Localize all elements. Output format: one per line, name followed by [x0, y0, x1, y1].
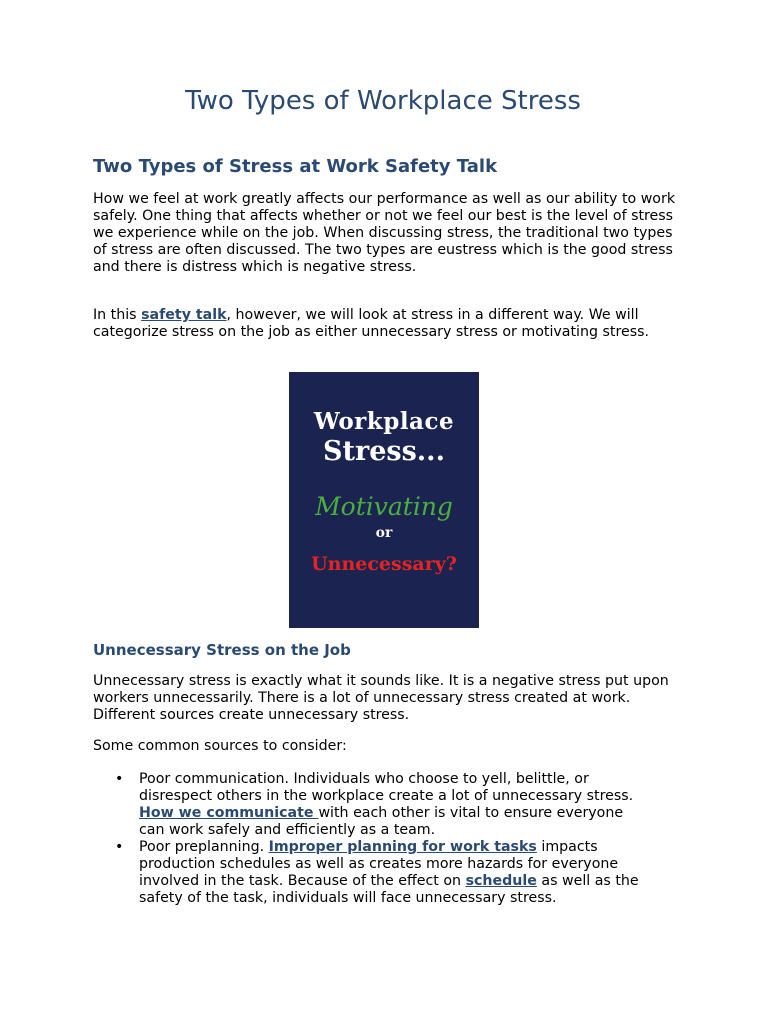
paragraph-text: , however, we will look at stress in a different way. We will categorize stress on the job as either unnecessary stress or motivating stress.: [93, 307, 650, 340]
list-item-text: Poor preplanning.: [139, 839, 269, 855]
safety-talk-link[interactable]: safety talk: [141, 307, 227, 323]
bullet-icon: •: [115, 771, 124, 787]
intro-paragraph: How we feel at work greatly affects our performance as well as our ability to work safely. One thing that affects whether or not we feel our best is the level of stress we experience while on the job. When discussing stress, the traditional two types of stress are often discussed. The two types are eustress which is the good stress and there is distress which is negative stress.: [93, 191, 676, 275]
list-item-text: as well as the safety of the task, individuals will face unnecessary stress.: [139, 873, 639, 906]
paragraph-text: In this: [93, 307, 142, 323]
improper-planning-link[interactable]: Improper planning for work tasks: [268, 839, 537, 855]
sources-intro: Some common sources to consider:: [93, 738, 347, 754]
how-we-communicate-link[interactable]: How we communicate: [139, 805, 319, 821]
section-heading-two-types: Two Types of Stress at Work Safety Talk: [93, 156, 498, 177]
section-heading-unnecessary-stress: Unnecessary Stress on the Job: [93, 641, 351, 659]
sources-list: [93, 771, 653, 907]
list-item-text: with each other is vital to ensure everyone can work safely and efficiently as a team.: [139, 805, 624, 838]
page-title: Two Types of Workplace Stress: [185, 86, 581, 116]
poster-line-stress: Stress...: [323, 436, 445, 467]
poster-line-unnecessary: Unnecessary?: [311, 553, 457, 575]
safety-talk-paragraph: [93, 307, 683, 341]
list-item-communication: [93, 771, 653, 839]
list-item-preplanning: [93, 839, 653, 907]
poster-line-or: or: [375, 525, 393, 541]
list-item-text: impacts production schedules as well as creates more hazards for everyone involved in the task. Because of the effect on: [139, 839, 619, 889]
bullet-icon: •: [115, 839, 124, 855]
workplace-stress-poster: [289, 372, 479, 628]
list-item-text: Poor communication. Individuals who choose to yell, belittle, or disrespect others in the workplace create a lot of unnecessary stress.: [139, 771, 634, 804]
unnecessary-stress-paragraph: Unnecessary stress is exactly what it sounds like. It is a negative stress put upon workers unnecessarily. There is a lot of unnecessary stress created at work. Different sources create unnecessary stress.: [93, 673, 669, 723]
poster-line-motivating: Motivating: [315, 492, 453, 521]
schedule-link[interactable]: schedule: [465, 873, 537, 889]
poster-line-workplace: Workplace: [313, 408, 455, 435]
